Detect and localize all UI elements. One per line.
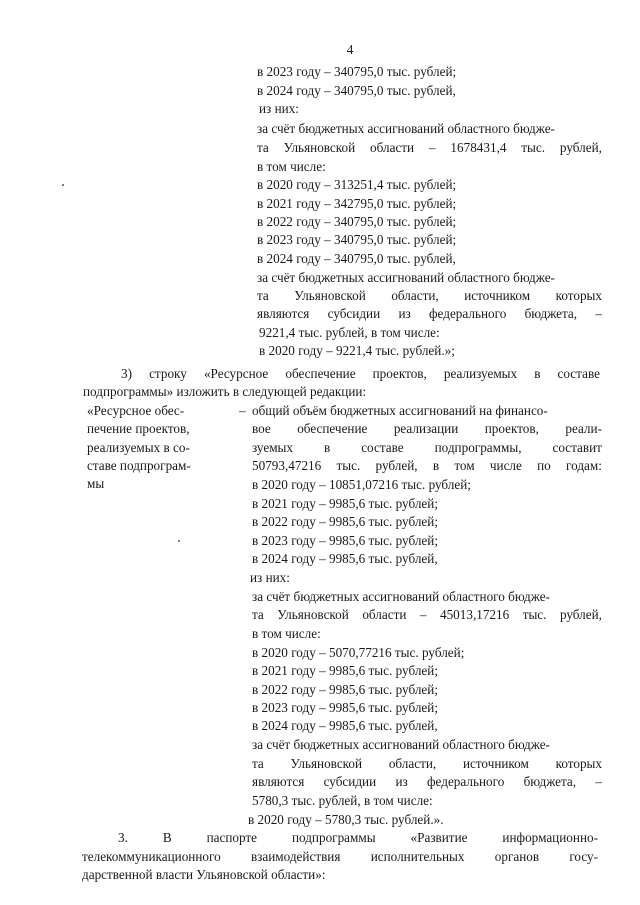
budget-line: в 2020 году – 5070,77216 тыс. рублей; [252, 645, 465, 660]
budget-line: зуемых в составе подпрограммы, составит [252, 440, 602, 455]
budget-line: в том числе: [257, 159, 326, 174]
budget-line: в 2023 году – 340795,0 тыс. рублей; [257, 232, 457, 247]
budget-line: в 2021 году – 9985,6 тыс. рублей; [252, 663, 438, 678]
section3-line: 3. В паспорте подпрограммы «Развитие информационно- [118, 830, 598, 845]
budget-line: за счёт бюджетных ассигнований областного бюдже- [257, 270, 555, 285]
item3-line: 3) строку «Ресурсное обеспечение проектов, реализуемых в составе [121, 366, 600, 381]
budget-line: в 2020 году – 9221,4 тыс. рублей.»; [259, 343, 455, 358]
budget-line: в 2024 году – 9985,6 тыс. рублей, [252, 718, 438, 733]
scan-speck [178, 540, 180, 542]
budget-line: из них: [259, 101, 299, 116]
budget-line: 5780,3 тыс. рублей, в том числе: [252, 793, 433, 808]
budget-line: 9221,4 тыс. рублей, в том числе: [259, 325, 440, 340]
budget-line: в 2020 году – 5780,3 тыс. рублей.». [248, 812, 444, 827]
budget-line: за счёт бюджетных ассигнований областного бюдже- [252, 737, 550, 752]
budget-line: в 2022 году – 9985,6 тыс. рублей; [252, 514, 438, 529]
budget-line: та Ульяновской области, источником которых [252, 756, 602, 771]
budget-line: в 2021 году – 9985,6 тыс. рублей; [252, 496, 438, 511]
budget-line: общий объём бюджетных ассигнований на финансо- [252, 403, 548, 418]
budget-line: та Ульяновской области – 1678431,4 тыс. рублей, [257, 140, 602, 155]
budget-line: 50793,47216 тыс. рублей, в том числе по годам: [252, 458, 602, 473]
budget-line: вое обеспечение реализации проектов, реали- [252, 421, 602, 436]
budget-line: в 2024 году – 340795,0 тыс. рублей, [257, 83, 456, 98]
scan-speck [62, 184, 64, 186]
table-left-cell-line: печение проектов, [87, 421, 190, 436]
budget-line: из них: [250, 570, 290, 585]
item3-line: подпрограммы» изложить в следующей редакции: [83, 384, 367, 399]
section3-line: телекоммуникационного взаимодействия исполнительных органов госу- [82, 849, 598, 864]
budget-line: за счёт бюджетных ассигнований областного бюдже- [257, 121, 555, 136]
budget-line: в 2023 году – 9985,6 тыс. рублей; [252, 700, 438, 715]
table-left-cell-line: ставе подпрограм- [87, 458, 191, 473]
budget-line: в 2021 году – 342795,0 тыс. рублей; [257, 196, 457, 211]
budget-line: за счёт бюджетных ассигнований областного бюдже- [252, 589, 550, 604]
budget-line: в 2023 году – 340795,0 тыс. рублей; [257, 64, 457, 79]
table-left-cell-line: реализуемых в со- [87, 440, 190, 455]
budget-line: являются субсидии из федерального бюджета, – [257, 306, 602, 321]
page-number: 4 [346, 42, 354, 57]
budget-line: та Ульяновской области – 45013,17216 тыс. рублей, [252, 607, 602, 622]
budget-line: в 2020 году – 10851,07216 тыс. рублей; [252, 477, 471, 492]
budget-line: в 2022 году – 340795,0 тыс. рублей; [257, 214, 457, 229]
budget-line: являются субсидии из федерального бюджета, – [252, 774, 602, 789]
table-dash: – [239, 403, 246, 418]
table-left-cell-line: мы [87, 476, 105, 491]
budget-line: в 2020 году – 313251,4 тыс. рублей; [257, 177, 457, 192]
budget-line: в том числе: [252, 626, 321, 641]
table-left-cell-line: «Ресурсное обес- [87, 403, 185, 418]
budget-line: в 2024 году – 340795,0 тыс. рублей, [257, 251, 456, 266]
section3-line: дарственной власти Ульяновской области»: [82, 867, 326, 882]
budget-line: в 2024 году – 9985,6 тыс. рублей, [252, 551, 438, 566]
budget-line: в 2022 году – 9985,6 тыс. рублей; [252, 682, 438, 697]
budget-line: та Ульяновской области, источником которых [257, 288, 602, 303]
budget-line: в 2023 году – 9985,6 тыс. рублей; [252, 533, 438, 548]
